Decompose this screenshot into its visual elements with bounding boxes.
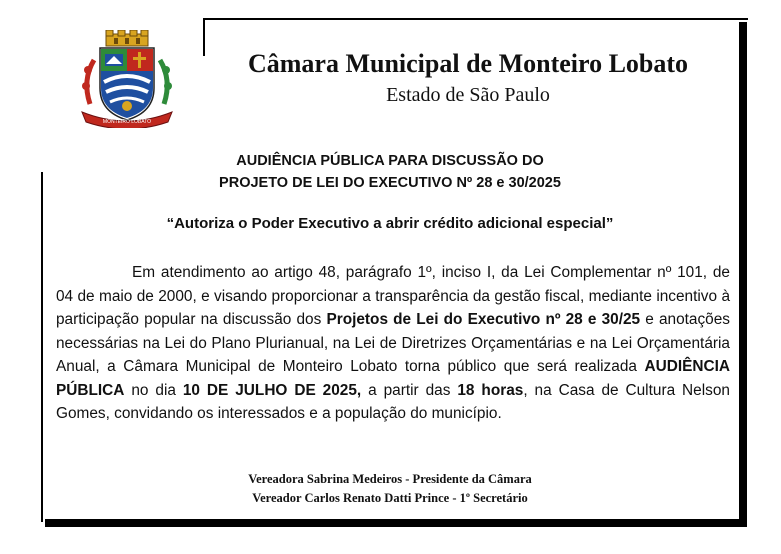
svg-text:MONTEIRO LOBATO: MONTEIRO LOBATO [102,119,152,125]
notice-body-paragraph [56,261,730,426]
body-text-1: Em atendimento ao artigo 48, parágrafo 1º, inciso I, da Lei Complementar nº 101, de 04 de maio de 2000, e visando proporcionar a transparência da gestão fiscal, mediante incentivo à participação popular na discussão dos [56,264,730,328]
state-name: Estado de São Paulo [386,84,550,106]
body-bold-time: 18 horas [457,381,524,399]
frame-bottom-border [45,519,747,527]
frame-left-border-upper [203,18,205,56]
frame-right-border [739,22,747,527]
municipal-coat-of-arms [74,30,180,128]
body-text-2: e anotações necessárias na Lei do Plano Plurianual, na Lei de Diretrizes Orçamentárias e na Lei Orçamentária Anual, a Câmara Municipal de Monteiro Lobato torna público que será realizada [56,311,730,375]
body-text-5: , na Casa de Cultura Nelson Gomes, convidando os interessados e a população do município. [56,381,730,422]
notice-title-line-1: AUDIÊNCIA PÚBLICA PARA DISCUSSÃO DO [236,153,544,169]
signature-secretary: Vereador Carlos Renato Datti Prince - 1º Secretário [252,491,528,505]
body-text-3: no dia [124,381,183,399]
body-bold-bills: Projetos de Lei do Executivo nº 28 e 30/25 [326,311,641,328]
notice-title-line-2: PROJETO DE LEI DO EXECUTIVO Nº 28 e 30/2025 [219,175,561,191]
frame-left-border-lower [41,172,43,522]
frame-top-border [203,18,748,20]
body-bold-date: 10 DE JULHO DE 2025, [182,381,362,399]
signature-president: Vereadora Sabrina Medeiros - Presidente da Câmara [248,472,532,486]
notice-title [150,150,630,194]
body-bold-hearing: AUDIÊNCIA PÚBLICA [56,358,730,399]
bill-subject: “Autoriza o Poder Executivo a abrir crédito adicional especial” [166,215,614,232]
chamber-name: Câmara Municipal de Monteiro Lobato [247,49,689,78]
signature-block [150,470,630,508]
body-text-4: a partir das [361,381,458,399]
